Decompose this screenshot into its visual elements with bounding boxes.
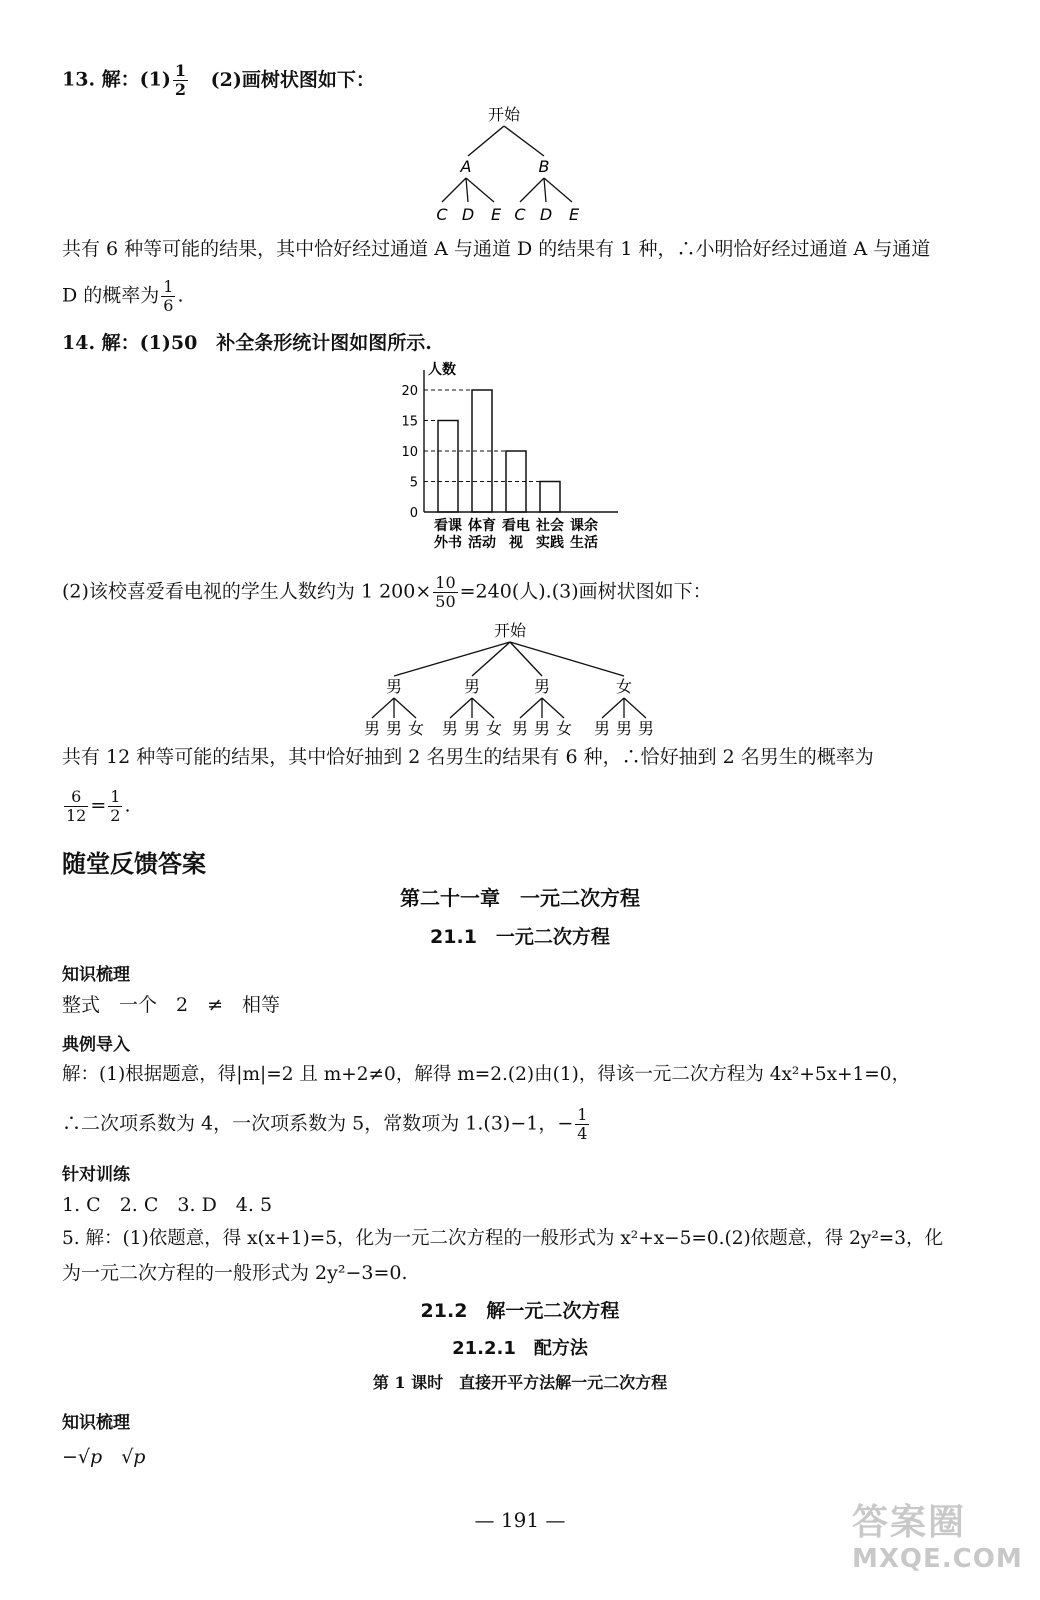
tree-leaf: C: [436, 205, 448, 224]
q14-line2: (2)该校喜爱看电视的学生人数约为 1 200× $\frac{10}{50}$ =240(人).(3)画树状图如下：: [62, 573, 712, 611]
lesson-title: 第 1 课时 直接开平方法解一元二次方程: [372, 1373, 668, 1392]
x-tick-label: 课余: [570, 518, 598, 534]
knowledge-answer: 整式 一个 2 ≠ 相等: [62, 994, 281, 1016]
q13-conclusion-1: 共有 6 种等可能的结果，其中恰好经过通道 A 与通道 D 的结果有 1 种，∴小明恰好经过通道 A 与通道: [62, 238, 931, 260]
y-tick-label: 20: [401, 384, 418, 399]
bar: [438, 421, 458, 513]
tree-leaf: 男: [463, 719, 481, 738]
subsection-21-1: 21.1 一元二次方程: [430, 926, 610, 948]
tree-leaf: 男: [615, 719, 633, 738]
page-number: — 191 —: [474, 1508, 566, 1532]
tree-leaf: 男: [533, 719, 551, 738]
x-tick-label: 活动: [468, 535, 496, 551]
x-tick-label: 外书: [434, 535, 462, 551]
subsection-21-2-1: 21.2.1 配方法: [452, 1338, 588, 1359]
q13-part2: (2)画树状图如下：: [210, 68, 375, 91]
tree-node: 女: [615, 677, 633, 696]
tree-node: 男: [385, 677, 403, 696]
tree-leaf: 男: [593, 719, 611, 738]
watermark-logo: 答案圈: [852, 1502, 967, 1543]
example-line-2: ∴二次项系数为 4，一次项系数为 5，常数项为 1.(3)−1，− $\frac{1}{4}$: [62, 1105, 588, 1143]
tree-leaf: 女: [485, 719, 503, 738]
training-q5-line1: 5. 解：(1)依题意，得 x(x+1)=5，化为一元二次方程的一般形式为 x²+x−5=0.(2)依题意，得 2y²=3，化: [62, 1228, 944, 1249]
example-line-1: 解：(1)根据题意，得|m|=2 且 m+2≠0，解得 m=2.(2)由(1)，得该一元二次方程为 4x²+5x+1=0，: [62, 1064, 911, 1085]
x-tick-label: 体育: [468, 518, 496, 534]
watermark-site: MXQE.COM: [852, 1544, 1023, 1574]
q13-conclusion-2: D 的概率为 $\frac{1}{6}$ .: [62, 277, 184, 315]
tree-root: 开始: [493, 621, 527, 640]
tree-leaf: D: [539, 205, 553, 224]
heading-example: 典例导入: [62, 1035, 130, 1055]
q13-fraction: $\frac{1}{2}$: [174, 61, 187, 99]
x-tick-label: 看电: [502, 518, 530, 534]
tree-leaf: E: [490, 205, 502, 224]
tree-leaf: 男: [363, 719, 381, 738]
subsection-21-2: 21.2 解一元二次方程: [420, 1300, 620, 1322]
q14-conclusion-2: $\frac{6}{12}$ = $\frac{1}{2}$ .: [66, 787, 131, 825]
training-q5-line2: 为一元二次方程的一般形式为 2y²−3=0.: [62, 1262, 408, 1284]
tree-leaf: C: [514, 205, 526, 224]
x-tick-label: 实践: [536, 535, 564, 551]
bar: [540, 482, 560, 513]
training-answers: 1. C 2. C 3. D 4. 5: [62, 1194, 273, 1216]
q13-prob-fraction: $\frac{1}{6}$: [163, 277, 174, 315]
heading-knowledge: 知识梳理: [62, 965, 130, 985]
q14-fraction-b: $\frac{1}{2}$: [110, 787, 121, 825]
tree-node-a: A: [460, 157, 472, 176]
x-tick-label: 视: [509, 535, 523, 551]
tree-root: 开始: [487, 105, 521, 124]
tree-node: 男: [463, 677, 481, 696]
tree-leaf: 女: [555, 719, 573, 738]
bar-chart: [380, 358, 640, 558]
tree-leaf: 女: [407, 719, 425, 738]
x-tick-label: 看课: [434, 518, 462, 534]
tree-leaf: 男: [385, 719, 403, 738]
knowledge-answer-2: −√p √p: [62, 1446, 146, 1468]
q13-tree-diagram: [420, 100, 600, 226]
q14-tree-diagram: [352, 618, 672, 740]
tree-leaf: 男: [637, 719, 655, 738]
chapter-title: 第二十一章 一元二次方程: [400, 886, 640, 910]
tree-node: 男: [533, 677, 551, 696]
y-tick-label: 5: [409, 475, 418, 491]
y-tick-label: 15: [401, 414, 418, 430]
example-fraction: $\frac{1}{4}$: [577, 1105, 588, 1143]
q14-line1: 14. 解：(1)50 补全条形统计图如图所示.: [62, 332, 432, 354]
q13-line1: [62, 62, 375, 99]
tree-leaf: D: [461, 205, 475, 224]
tree-leaf: E: [568, 205, 580, 224]
tree-node-b: B: [538, 157, 550, 176]
section-title: 随堂反馈答案: [62, 850, 206, 878]
heading-knowledge-2: 知识梳理: [62, 1413, 130, 1433]
x-tick-label: 社会: [536, 518, 564, 534]
tree-leaf: 男: [441, 719, 459, 738]
heading-training: 针对训练: [62, 1165, 130, 1185]
q14-fraction-a: $\frac{6}{12}$: [66, 787, 87, 825]
x-tick-label: 生活: [570, 535, 598, 551]
y-tick-label: 10: [401, 445, 418, 460]
tree-leaf: 男: [511, 719, 529, 738]
y-axis-label: 人数: [428, 362, 456, 378]
y-tick-label: 0: [409, 506, 418, 521]
q13-prefix: 13. 解：(1): [62, 68, 171, 91]
q14-fraction: $\frac{10}{50}$: [435, 573, 456, 611]
q14-conclusion-1: 共有 12 种等可能的结果，其中恰好抽到 2 名男生的结果有 6 种，∴恰好抽到 2 名男生的概率为: [62, 746, 874, 768]
